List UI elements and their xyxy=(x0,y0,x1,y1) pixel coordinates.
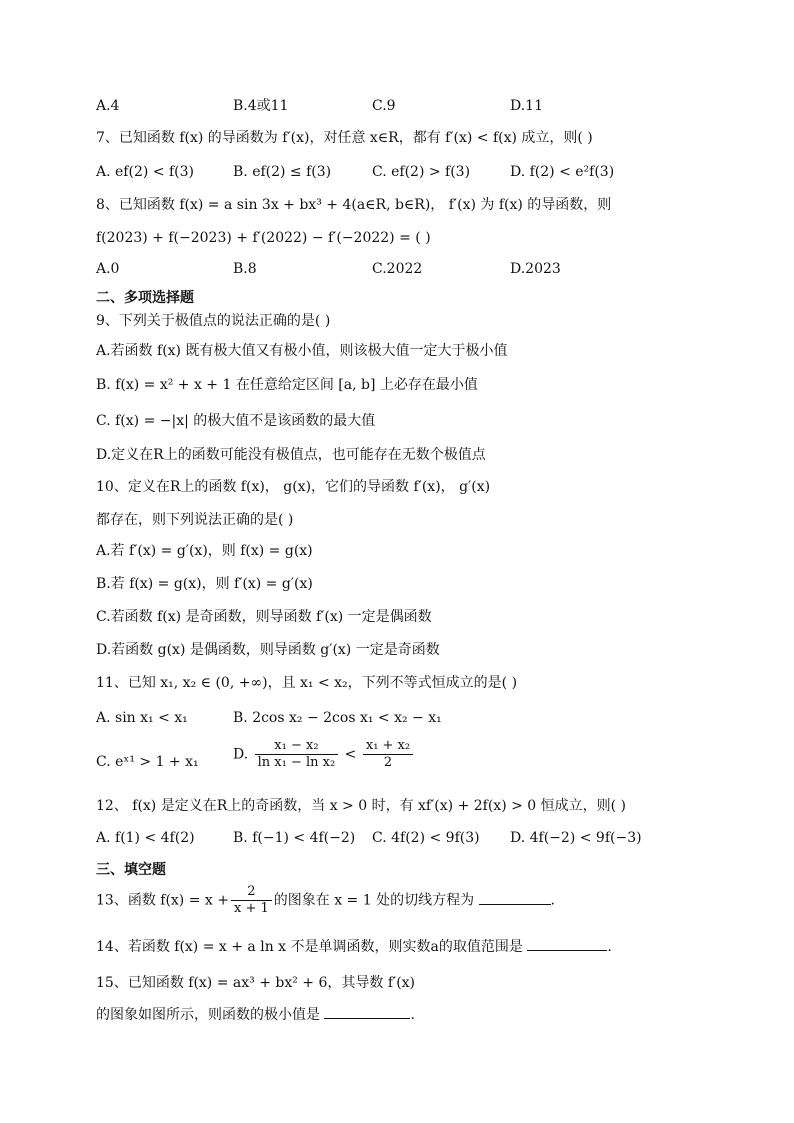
q9-option-a: A.若函数 f(x) 既有极大值又有极小值，则该极大值一定大于极小值 xyxy=(96,343,508,359)
q15-stem-line2 xyxy=(96,1004,415,1025)
section-heading-multiple-choice: 二、多项选择题 xyxy=(96,290,194,306)
section-heading-fill-in: 三、填空题 xyxy=(96,862,166,878)
q8-option-c: C.2022 xyxy=(372,261,423,277)
q8-stem-line2: f(2023) + f(−2023) + f′(2022) − f′(−2022) = ( ) xyxy=(96,230,431,246)
q13-fraction xyxy=(231,884,272,917)
q15-end: . xyxy=(410,1007,415,1023)
q13-stem xyxy=(96,884,555,917)
q9-stem: 9、下列关于极值点的说法正确的是( ) xyxy=(96,313,331,329)
fraction-denominator: ln x₁ − ln x₂ xyxy=(257,755,336,770)
q11-option-c: C. eˣ¹ > 1 + x₁ xyxy=(96,754,199,770)
q7-option-d: D. f(2) < e²f(3) xyxy=(510,164,615,180)
q7-option-b: B. ef(2) ≤ f(3) xyxy=(233,164,332,180)
q12-option-d: D. 4f(−2) < 9f(−3) xyxy=(510,830,642,846)
q10-option-b: B.若 f(x) = g(x)，则 f′(x) = g′(x) xyxy=(96,576,313,592)
fraction-numerator: x₁ − x₂ xyxy=(255,738,339,755)
q6-option-b: B.4或11 xyxy=(233,98,289,114)
fraction-numerator: x₁ + x₂ xyxy=(363,738,413,755)
q9-option-d: D.定义在R上的函数可能没有极值点，也可能存在无数个极值点 xyxy=(96,447,486,463)
q14-stem xyxy=(96,936,612,957)
q11-option-d xyxy=(233,738,415,771)
q11-option-b: B. 2cos x₂ − 2cos x₁ < x₂ − x₁ xyxy=(233,710,442,726)
q7-option-c: C. ef(2) > f(3) xyxy=(372,164,471,180)
q10-option-d: D.若函数 g(x) 是偶函数，则导函数 g′(x) 一定是奇函数 xyxy=(96,642,440,658)
fraction-numerator: 2 xyxy=(231,884,272,901)
q13-prefix: 13、函数 f(x) = x + xyxy=(96,892,229,909)
q15-stem-line1: 15、已知函数 f(x) = ax³ + bx² + 6，其导数 f′(x) xyxy=(96,975,416,991)
q13-end: . xyxy=(550,892,555,909)
q14-answer-blank[interactable] xyxy=(527,936,607,951)
q8-option-a: A.0 xyxy=(96,261,120,277)
q12-option-a: A. f(1) < 4f(2) xyxy=(96,830,195,846)
q13-answer-blank[interactable] xyxy=(479,890,551,905)
q10-option-a: A.若 f′(x) = g′(x)，则 f(x) = g(x) xyxy=(96,543,313,559)
q15-text: 的图象如图所示，则函数的极小值是 xyxy=(96,1007,320,1023)
q11-option-a: A. sin x₁ < x₁ xyxy=(96,710,188,726)
q10-stem-line2: 都存在，则下列说法正确的是( ) xyxy=(96,512,294,528)
fraction-denominator: x + 1 xyxy=(233,901,269,916)
q6-option-d: D.11 xyxy=(510,98,543,114)
q8-option-d: D.2023 xyxy=(510,261,561,277)
q14-end: . xyxy=(607,939,612,955)
q6-option-a: A.4 xyxy=(96,98,120,114)
q11-option-d-fraction-right xyxy=(363,738,413,771)
q11-option-d-relation: < xyxy=(344,746,357,763)
q7-stem: 7、已知函数 f(x) 的导函数为 f′(x)，对任意 x∈R，都有 f′(x) < f(x) 成立，则( ) xyxy=(96,130,593,146)
q11-stem: 11、已知 x₁, x₂ ∈ (0, +∞)，且 x₁ < x₂，下列不等式恒成立的是( ) xyxy=(96,675,518,691)
fraction-denominator: 2 xyxy=(383,755,393,770)
q6-option-c: C.9 xyxy=(372,98,396,114)
q10-option-c: C.若函数 f(x) 是奇函数，则导函数 f′(x) 一定是偶函数 xyxy=(96,609,432,625)
q13-suffix: 的图象在 x = 1 处的切线方程为 xyxy=(273,892,475,909)
q8-stem-line1: 8、已知函数 f(x) = a sin 3x + bx³ + 4(a∈R, b∈R)， f′(x) 为 f(x) 的导函数，则 xyxy=(96,197,612,213)
q7-option-a: A. ef(2) < f(3) xyxy=(96,164,194,180)
q9-option-c: C. f(x) = −|x| 的极大值不是该函数的最大值 xyxy=(96,413,376,429)
q8-option-b: B.8 xyxy=(233,261,257,277)
q11-option-d-label: D. xyxy=(233,746,249,763)
q12-option-b: B. f(−1) < 4f(−2) xyxy=(233,830,356,846)
q9-option-b: B. f(x) = x² + x + 1 在任意给定区间 [a, b] 上必存在最小值 xyxy=(96,377,478,393)
q11-option-d-fraction-left xyxy=(255,738,339,771)
q12-option-c: C. 4f(2) < 9f(3) xyxy=(372,830,480,846)
q10-stem-line1: 10、定义在R上的函数 f(x)， g(x)，它们的导函数 f′(x)， g′(x) xyxy=(96,479,491,495)
q14-text: 14、若函数 f(x) = x + a ln x 不是单调函数，则实数a的取值范围是 xyxy=(96,939,523,955)
q12-stem: 12、 f(x) 是定义在R上的奇函数，当 x > 0 时，有 xf′(x) + 2f(x) > 0 恒成立，则( ) xyxy=(96,798,627,814)
q15-answer-blank[interactable] xyxy=(324,1004,410,1019)
